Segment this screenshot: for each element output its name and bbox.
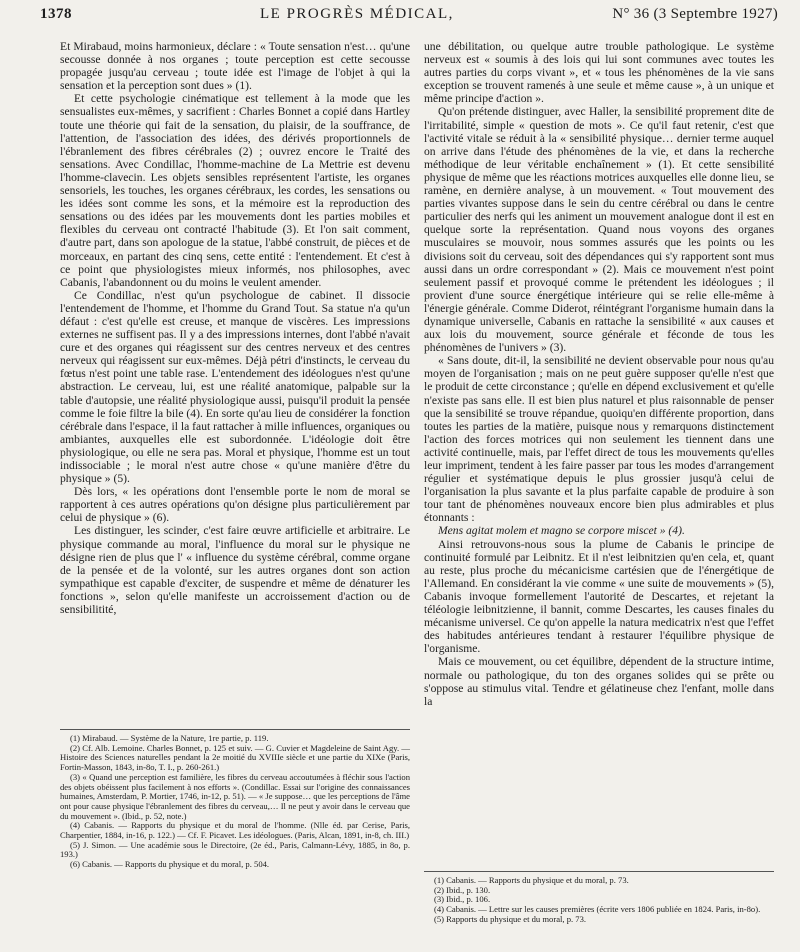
footnote: (2) Cf. Alb. Lemoine. Charles Bonnet, p. 125 et suiv. — G. Cuvier et Magdeleine de Saint Agy. — Histoire des Sciences naturelles pendant la 2e moitié du XVIIIe siècle et une partie du XIXe (Paris, Fortin-Masson, 1843, in-8o, T. I., p. 260-261.) bbox=[60, 742, 410, 773]
quotation: Mens agitat molem et magno se corpore miscet » (4). bbox=[438, 524, 685, 538]
footnote: (3) Ibid., p. 106. bbox=[434, 894, 491, 905]
journal-title: LE PROGRÈS MÉDICAL, bbox=[260, 6, 454, 22]
footnote: (2) Ibid., p. 130. bbox=[434, 884, 491, 895]
paragraph: Ce Condillac, n'est qu'un psychologue de cabinet. Il dissocie l'entendement de l'homme, et l'homme du Grand Tout. Sa statue n'a qu'un défaut : c'est qu'elle est creuse, et manque de viscères. Les impressions externes ne suffisent pas. Il y a des impressions internes, dont l'abbé n'avait cure et des organes qui réagissent sur des centres nerveux et des centres nerveux qui réagissent sur eux-mêmes. Déjà pétri d'instincts, le cerveau du fœtus n'est point une table rase. L'entendement des idéologues n'est qu'une abstraction. Le cerveau, lui, est une réalité anatomique, palpable sur la table d'autopsie, une réalité physiologique aussi, puisqu'il produit la pensée comme le foie filtre la bile (4). En sorte qu'au lieu de considérer la fonction cérébrale dans l'espace, il la faut rattacher à mille influences, organiques ou ambiantes, auxquelles elle est subordonnée. L'idéologie doit être physiologique, ou elle ne sera pas. Moral et physique, l'homme est un tout indissociable ; le moral n'est autre chose « qu'une manière d'être du physique » (5). bbox=[60, 288, 410, 486]
footnote: (5) J. Simon. — Une académie sous le Directoire, (2e éd., Paris, Calmann-Lévy, 1885, in 8o, p. 193.) bbox=[60, 839, 410, 860]
footnote: (4) Cabanis. — Lettre sur les causes premières (écrite vers 1806 publiée en 1824. Paris, in-8o). bbox=[434, 904, 761, 915]
footnotes-right bbox=[424, 871, 774, 925]
paragraph: Ainsi retrouvons-nous sous la plume de Cabanis le principe de continuité formulé par Leibnitz. Et il n'est leibnitzien qu'en cela, et, quant au reste, plus proche du mécanicisme cartésien que de l'énergétique de l'Allemand. En considérant la vie comme « une suite de mouvements » (5), Cabanis invoque formellement l'autorité de Descartes, et rejetant la téléologie leibnitzienne, il bannit, comme Descartes, les causes finales du mécanisme universel. Ce qu'on appelle la natura medicatrix n'est que l'effet des habitudes antérieures tendant à restaurer l'équilibre physique de l'organisme. bbox=[424, 537, 774, 656]
paragraph: Qu'on prétende distinguer, avec Haller, la sensibilité proprement dite de l'irritabilité, simple « question de mots ». Ce qu'il faut retenir, c'est que l'activité vitale se réduit à la « sensibilité physique… dernier terme auquel on arrive dans l'étude des phénomènes de la vie, et dans la recherche méthodique de leur véritable enchaînement » (1). Et cette sensibilité physique de même que les réactions motrices auxquelles elle donne lieu, se ramène, en dernière analyse, à un mouvement. « Tout mouvement des parties vivantes suppose dans le sein du centre cérébral ou dans le centre particulier des nerfs qui les animent un mouvement analogue dont il est en quelque sorte la représentation. Quand nous voyons des organes musculaires se mouvoir, nous sommes assurés que les points ou les divisions soit du cerveau, soit des dépendances qui s'y rapportent sont mus aussi dans un ordre correspondant » (2). Mais ce mouvement n'est point seulement passif et provoqué comme le prétendent les idéologues ; il provient d'une source énergétique intérieure qui se relie elle-même à l'énergie générale. Comme Diderot, réintégrant l'organisme humain dans la dynamique universelle, Cabanis en rattache la sensibilité « aux causes et aux lois du mouvement, source générale et féconde de tous les phénomènes de l'univers » (3). bbox=[424, 105, 774, 355]
paragraph: « Sans doute, dit-il, la sensibilité ne devient observable pour nous qu'au moyen de l'organisation ; mais on ne peut guère supposer qu'elle n'est que le produit de cette circonstance ; qu'elle en dépend exclusivement et qu'elle n'existe pas sans elle. Il est bien plus naturel et plus raisonnable de penser que la sensibilité se trouve répandue, quoiqu'en différente proportion, dans toutes les parties de la matière, puisque nous y remarquons distinctement l'action des forces motrices qui non seulement les tiennent dans une activité continuelle, mais, par l'effet direct de tous les mouvements qu'elles leur impriment, tendent à les faire passer par tous les modes d'arrangement régulier et systématique depuis le plus grossier jusqu'à celui de l'organisation la plus savante et la plus parfaite capable de produire à son tour tant de phénomènes nouveaux encore bien plus admirables et plus étonnants : bbox=[424, 354, 774, 525]
paragraph: Les distinguer, les scinder, c'est faire œuvre artificielle et arbitraire. Le physique commande au moral, l'influence du moral sur le physique ne désigne rien de plus que l' « influence du système cérébral, comme organe de la pensée et de la volonté, sur les autres organes dont son action sympathique est capable d'exciter, de suspendre et même de dénaturer les fonctions », selon qu'elle manifeste un accroissement d'action ou de sensibilitité, bbox=[60, 524, 410, 617]
footnote: (1) Mirabaud. — Système de la Nature, 1re partie, p. 119. bbox=[70, 733, 269, 743]
paragraph: une débilitation, ou quelque autre trouble pathologique. Le système nerveux est « soumis à des lois qui lui sont communes avec toutes les autres parties du corps vivant », et « tous les phénomènes de la vie sans exception se trouvent ramenés à une seule et même cause », à un unique et même principe d'action ». bbox=[424, 40, 774, 106]
footnote: (4) Cabanis. — Rapports du physique et du moral de l'homme. (Nlle éd. par Cerise, Paris, Charpentier, 1884, in-16, p. 122.) — Cf. F. Picavet. Les idéologues. (Paris, Alcan, 1891, in-8, ch. III.) bbox=[60, 820, 410, 841]
footnote: (6) Cabanis. — Rapports du physique et du moral, p. 504. bbox=[70, 859, 270, 870]
paragraph: Mais ce mouvement, ou cet équilibre, dépendent de la structure intime, normale ou pathologique, du ton des organes solides qui se prête ou s'oppose au stimulus vital. Tendre et gélatineuse chez l'enfant, molle dans la bbox=[424, 655, 774, 708]
footnote: (3) « Quand une perception est familière, les fibres du cerveau accoutumées à fléchir sous l'action des objets obéissent plus facilement à nos efforts ». (Condillac. Essai sur l'origine des connaissances humaines, Amsterdam, P. Mortier, 1746, in-12, p. 51). — « Je suppose… que les perceptions de l'âme ont pour cause physique l'ébranlement des fibres du cerveau,… Il ne peut y avoir dans le cerveau que du mouvement ». (Ibid., p. 52, note.) bbox=[60, 771, 410, 821]
footnote: (1) Cabanis. — Rapports du physique et du moral, p. 73. bbox=[434, 875, 629, 885]
page-number: 1378 bbox=[40, 6, 72, 22]
issue-info: N° 36 (3 Septembre 1927) bbox=[612, 6, 778, 22]
footnote: (5) Rapports du physique et du moral, p. 73. bbox=[434, 913, 587, 924]
left-column bbox=[60, 40, 410, 616]
running-header bbox=[40, 6, 778, 28]
paragraph: Et cette psychologie cinématique est tellement à la mode que les sensualistes eux-mêmes, y sacrifient : Charles Bonnet a copié dans Hartley toute une théorie qui fait de la sensation, du plaisir, de la souffrance, de l'attention, de l'association des idées, des dérivés proportionnels de l'ébranlement des fibres cérébrales (2) ; ouvrez encore le Traité des sensations. Avec Condillac, l'homme-machine de La Mettrie est devenu l'homme-clavecin. Les objets sensibles représentent l'artiste, les organes sensoriels, les touches, les organes cérébraux, les cordes, les sensations ou les idées sont comme les sons, et la mémoire est la reproduction des sensations ou des idées par les mouvements dont les parties mobiles et flexibles du cerveau ont contracté l'habitude (3). Et l'on sait comment, d'autre part, dans son apologue de la statue, l'abbé construit, de pièces et de morceaux, en partant des cinq sens, cette entité : l'entendement. Et c'est à ce point que physiologistes mieux informés, nos philosophes, avec Cabanis, l'abandonnent ou du moins le veulent amender. bbox=[60, 92, 410, 289]
right-column bbox=[424, 40, 774, 708]
paragraph: Dès lors, « les opérations dont l'ensemble porte le nom de moral se rapportent à ces autres opérations qu'on désigne plus particulièrement par celui de physique » (6). bbox=[60, 485, 410, 525]
paragraph: Et Mirabaud, moins harmonieux, déclare : « Toute sensation n'est… qu'une secousse donnée à nos organes ; toute perception est cette secousse propagée jusqu'au cerveau ; toute idée est l'image de l'objet à qui la sensation et la perception sont dues » (1). bbox=[60, 40, 410, 93]
footnotes-left bbox=[60, 729, 410, 870]
